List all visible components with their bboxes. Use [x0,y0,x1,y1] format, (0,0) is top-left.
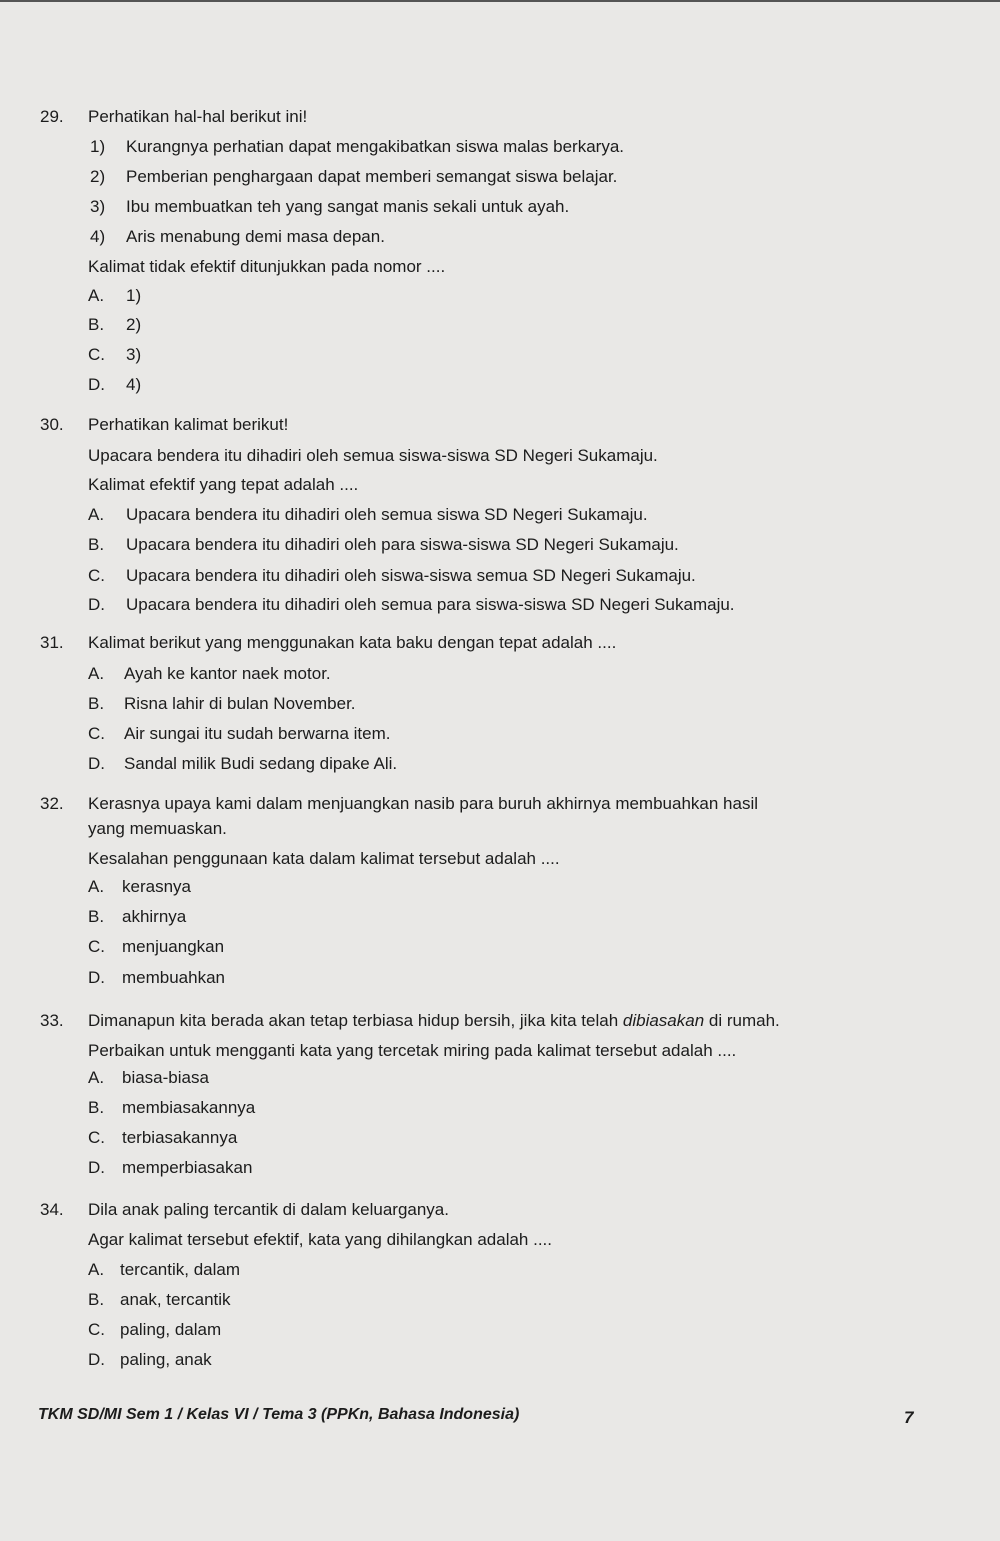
option-text: 3) [126,345,142,364]
option-letter: A. [88,505,105,524]
question-prompt: Kalimat berikut yang menggunakan kata baku dengan tepat adalah .... [88,633,617,652]
option-text: kerasnya [122,877,191,896]
list-item-text: Aris menabung demi masa depan. [126,227,385,246]
question-number: 30. [40,415,64,434]
option-letter: D. [88,968,105,987]
option-letter: D. [88,1350,105,1369]
question-prompt: Kalimat efektif yang tepat adalah .... [88,475,359,494]
option-letter: C. [88,724,105,743]
option-text: menjuangkan [122,937,225,956]
option-letter: B. [88,694,105,713]
option-letter: A. [88,664,105,683]
question-sentence: Upacara bendera itu dihadiri oleh semua siswa-siswa SD Negeri Sukamaju. [88,446,658,465]
option-letter: A. [88,1260,105,1279]
option-letter: D. [88,375,105,394]
question-number: 32. [40,794,64,813]
option-text: Upacara bendera itu dihadiri oleh semua para siswa-siswa SD Negeri Sukamaju. [126,595,735,614]
option-letter: C. [88,345,105,364]
question-intro: Perhatikan kalimat berikut! [88,415,289,434]
question-number: 31. [40,633,64,652]
option-letter: A. [88,286,105,305]
page-footer: TKM SD/MI Sem 1 / Kelas VI / Tema 3 (PPKn, Bahasa Indonesia) [38,1406,520,1423]
question-number: 29. [40,107,64,126]
question-prompt: Kalimat tidak efektif ditunjukkan pada nomor .... [88,257,446,276]
option-text: membuahkan [122,968,226,987]
option-text: Risna lahir di bulan November. [124,694,356,713]
option-letter: D. [88,1158,105,1177]
question-number: 34. [40,1200,64,1219]
option-letter: D. [88,754,105,773]
option-text: 2) [126,315,142,334]
option-text: membiasakannya [122,1098,256,1117]
question-intro: Perhatikan hal-hal berikut ini! [88,107,308,126]
option-text: Upacara bendera itu dihadiri oleh semua siswa SD Negeri Sukamaju. [126,505,648,524]
list-item-text: Pemberian penghargaan dapat memberi semangat siswa belajar. [126,167,618,186]
option-letter: C. [88,937,105,956]
option-letter: B. [88,315,105,334]
question-sentence [88,1006,780,1036]
list-item-number: 3) [90,197,106,216]
option-text: paling, dalam [120,1320,222,1339]
option-text: anak, tercantik [120,1290,231,1309]
option-text: biasa-biasa [122,1068,209,1087]
option-letter: B. [88,1098,105,1117]
sentence-part: Dimanapun kita berada akan tetap terbiasa hidup bersih, jika kita telah [88,1011,623,1030]
page-number: 7 [904,1408,914,1427]
italic-word: dibiasakan [622,1011,705,1030]
option-text: terbiasakannya [122,1128,238,1147]
option-text: akhirnya [122,907,187,926]
option-letter: D. [88,595,105,614]
option-text: paling, anak [120,1350,212,1369]
option-text: Upacara bendera itu dihadiri oleh siswa-siswa semua SD Negeri Sukamaju. [126,566,696,585]
option-text: 4) [126,375,142,394]
list-item-number: 1) [90,137,106,156]
option-letter: C. [88,1320,105,1339]
question-number: 33. [40,1011,64,1030]
option-letter: B. [88,535,105,554]
option-letter: C. [88,1128,105,1147]
list-item-number: 4) [90,227,106,246]
option-letter: A. [88,877,105,896]
question-sentence: Kerasnya upaya kami dalam menjuangkan nasib para buruh akhirnya membuahkan hasil [88,794,759,813]
sentence-part: di rumah. [704,1011,780,1030]
list-item-number: 2) [90,167,106,186]
list-item-text: Kurangnya perhatian dapat mengakibatkan siswa malas berkarya. [126,137,625,156]
option-letter: A. [88,1068,105,1087]
option-letter: B. [88,1290,105,1309]
question-sentence: Dila anak paling tercantik di dalam keluarganya. [88,1200,449,1219]
option-text: Air sungai itu sudah berwarna item. [124,724,391,743]
option-letter: B. [88,907,105,926]
option-text: Upacara bendera itu dihadiri oleh para siswa-siswa SD Negeri Sukamaju. [126,535,679,554]
question-prompt: Kesalahan penggunaan kata dalam kalimat tersebut adalah .... [88,849,560,868]
option-letter: C. [88,566,105,585]
option-text: tercantik, dalam [120,1260,240,1279]
question-sentence-continued: yang memuaskan. [88,819,227,838]
top-border [0,0,1000,2]
question-prompt: Perbaikan untuk mengganti kata yang tercetak miring pada kalimat tersebut adalah .... [88,1041,737,1060]
option-text: Sandal milik Budi sedang dipake Ali. [124,754,398,773]
option-text: 1) [126,286,142,305]
option-text: Ayah ke kantor naek motor. [124,664,331,683]
question-prompt: Agar kalimat tersebut efektif, kata yang dihilangkan adalah .... [88,1230,552,1249]
list-item-text: Ibu membuatkan teh yang sangat manis sekali untuk ayah. [126,197,570,216]
option-text: memperbiasakan [122,1158,253,1177]
